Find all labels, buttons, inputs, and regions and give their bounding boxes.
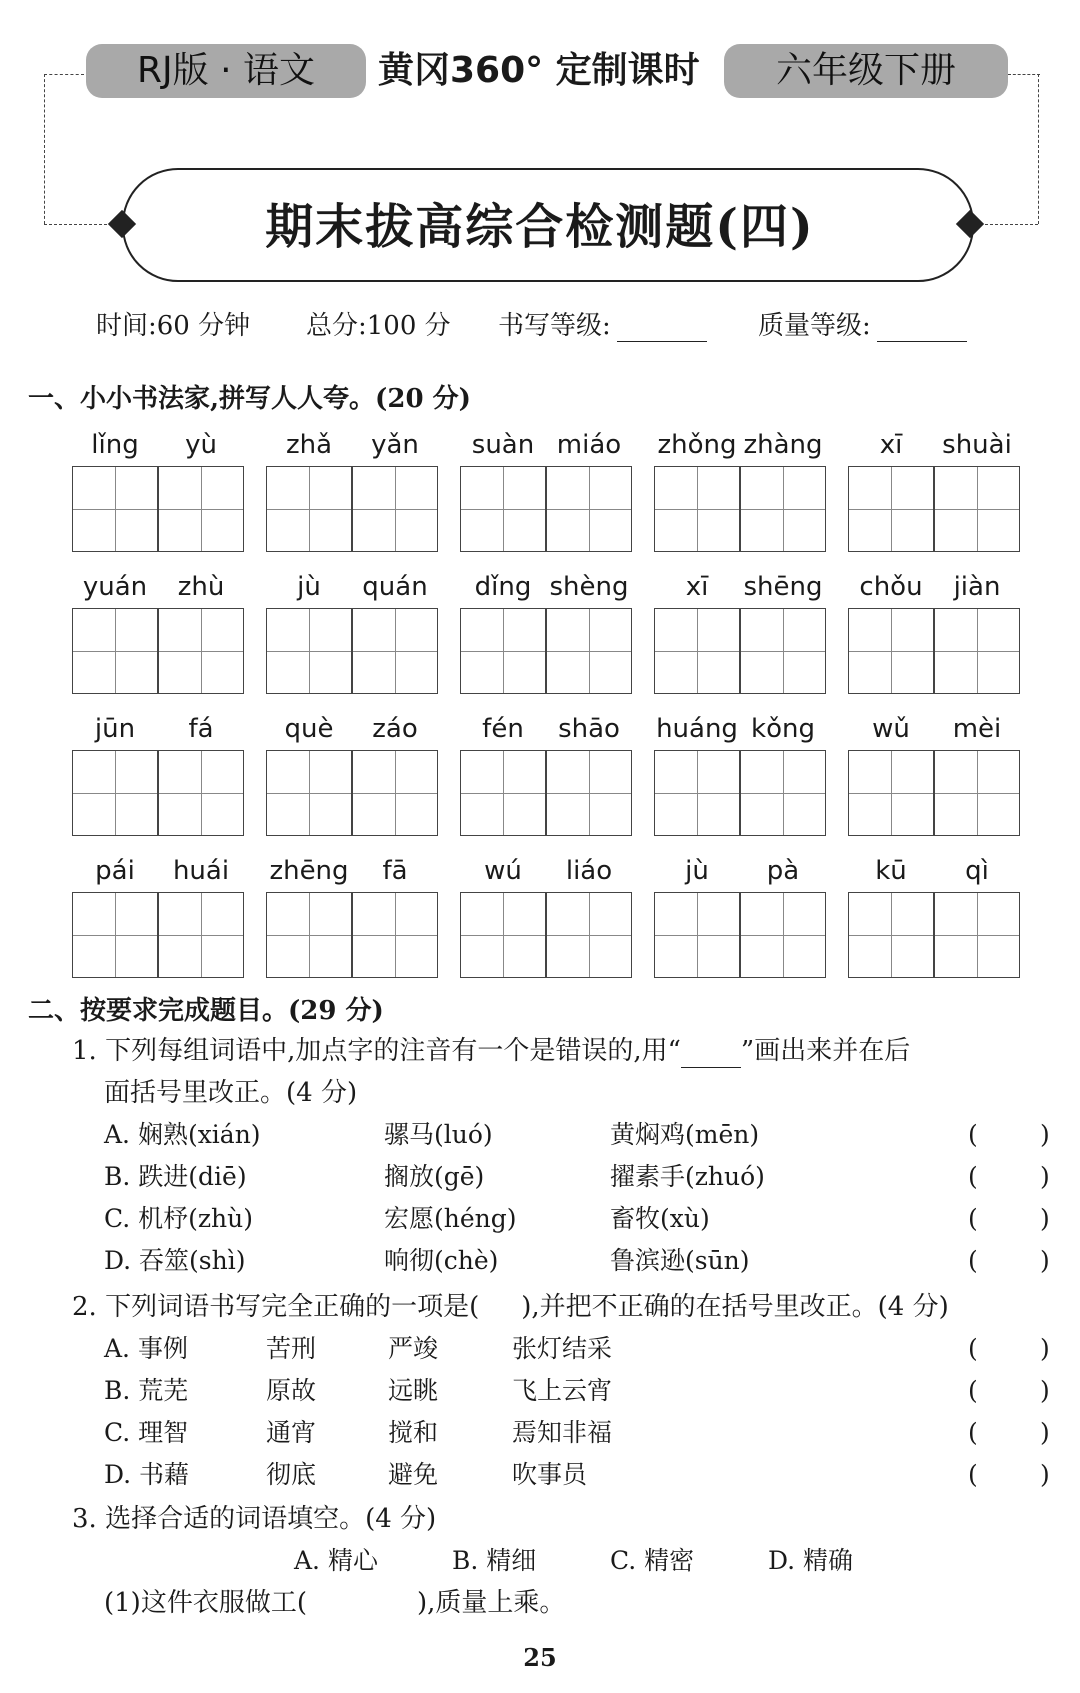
writing-box[interactable] xyxy=(266,750,352,836)
writing-box[interactable] xyxy=(740,466,826,552)
page-title: 期末拔高综合检测题(四) xyxy=(265,199,815,255)
q1-option-word: 鲁滨逊(sūn) xyxy=(610,1246,750,1275)
pinyin-label: yuán xyxy=(82,572,148,602)
pinyin-label: chǒu xyxy=(859,572,923,602)
answer-paren-close: ) xyxy=(1040,1246,1050,1275)
writing-box[interactable] xyxy=(546,608,632,694)
pinyin-label: jiàn xyxy=(953,572,1001,602)
q2-option-word: 焉知非福 xyxy=(512,1418,613,1447)
writing-box[interactable] xyxy=(158,608,244,694)
pinyin-label: jù xyxy=(297,572,321,602)
pinyin-label: mèi xyxy=(952,714,1002,744)
q1-option-word: 擢素手(zhuó) xyxy=(610,1162,765,1191)
q3-choice: D. 精确 xyxy=(768,1546,854,1575)
pinyin-label: suàn xyxy=(471,430,535,460)
q2-option-word: 远眺 xyxy=(388,1376,439,1405)
pinyin-label: kū xyxy=(875,856,907,886)
writing-box[interactable] xyxy=(934,466,1020,552)
series-name: 黄冈360° 定制课时 xyxy=(378,50,700,91)
writing-box[interactable] xyxy=(546,466,632,552)
q2-option-word: 张灯结采 xyxy=(512,1334,613,1363)
writing-box[interactable] xyxy=(460,892,546,978)
pinyin-label: dǐng xyxy=(474,572,532,602)
pinyin-label: fā xyxy=(382,856,408,886)
q1-option-word: 宏愿(héng) xyxy=(384,1204,517,1233)
q1-option-word: 骡马(luó) xyxy=(384,1120,493,1149)
writing-box[interactable] xyxy=(266,466,352,552)
answer-paren-close: ) xyxy=(1040,1460,1050,1489)
pinyin-label: zhǒng xyxy=(657,430,737,460)
writing-box[interactable] xyxy=(352,750,438,836)
pinyin-label: jù xyxy=(685,856,709,886)
pinyin-label: què xyxy=(284,714,334,744)
pinyin-label: liáo xyxy=(565,856,613,886)
pinyin-label: záo xyxy=(372,714,418,744)
answer-paren-open: ( xyxy=(968,1376,978,1405)
answer-paren-open: ( xyxy=(968,1334,978,1363)
writing-box[interactable] xyxy=(72,750,158,836)
q3-choice: B. 精细 xyxy=(452,1546,537,1575)
answer-paren-close: ) xyxy=(1040,1162,1050,1191)
writing-box[interactable] xyxy=(72,466,158,552)
answer-paren-open: ( xyxy=(968,1460,978,1489)
writing-box[interactable] xyxy=(654,608,740,694)
q2-option-word: 吹事员 xyxy=(512,1460,588,1489)
writing-box[interactable] xyxy=(848,750,934,836)
header-dash-left xyxy=(44,74,84,75)
writing-box[interactable] xyxy=(848,892,934,978)
writing-box[interactable] xyxy=(460,608,546,694)
writing-box[interactable] xyxy=(740,892,826,978)
q2-option-word: D. 书藉 xyxy=(104,1460,190,1489)
exam-total: 总分:100 分 xyxy=(306,311,451,341)
pinyin-label: shuài xyxy=(942,430,1012,460)
exam-time: 时间:60 分钟 xyxy=(96,311,251,341)
grade-pill: 六年级下册 xyxy=(724,44,1008,98)
q1-line2: 面括号里改正。(4 分) xyxy=(104,1078,358,1108)
q1-line1: 1. 下列每组词语中,加点字的注音有一个是错误的,用“ ”画出来并在后 xyxy=(72,1036,911,1066)
q1-option-word: B. 跌进(diē) xyxy=(104,1162,247,1191)
writing-box[interactable] xyxy=(654,892,740,978)
q2-option-word: 严竣 xyxy=(388,1334,439,1363)
pinyin-label: huáng xyxy=(656,714,738,744)
q3-choice: A. 精心 xyxy=(294,1546,378,1575)
section2-heading: 二、按要求完成题目。(29 分) xyxy=(28,996,384,1026)
q2-option-word: A. 事例 xyxy=(104,1334,188,1363)
writing-box[interactable] xyxy=(848,608,934,694)
writing-grade: 书写等级: xyxy=(498,305,707,342)
section1-heading: 一、小小书法家,拼写人人夸。(20 分) xyxy=(28,384,471,414)
writing-box[interactable] xyxy=(934,750,1020,836)
answer-paren-open: ( xyxy=(968,1204,978,1233)
pinyin-label: kǒng xyxy=(751,714,815,744)
pinyin-label: quán xyxy=(362,572,428,602)
q2-line1: 2. 下列词语书写完全正确的一项是( ),并把不正确的在括号里改正。(4 分) xyxy=(72,1292,949,1322)
pinyin-label: pà xyxy=(766,856,800,886)
writing-box[interactable] xyxy=(266,892,352,978)
q3-choice: C. 精密 xyxy=(610,1546,695,1575)
pinyin-label: xī xyxy=(685,572,709,602)
writing-box[interactable] xyxy=(740,750,826,836)
pinyin-label: lǐng xyxy=(91,430,139,460)
answer-paren-close: ) xyxy=(1040,1418,1050,1447)
header-dash-right xyxy=(1008,74,1040,75)
writing-box[interactable] xyxy=(654,750,740,836)
q1-option-word: A. 娴熟(xián) xyxy=(104,1120,261,1149)
answer-paren-open: ( xyxy=(968,1418,978,1447)
answer-paren-open: ( xyxy=(968,1162,978,1191)
pinyin-label: fén xyxy=(482,714,524,744)
writing-box[interactable] xyxy=(740,608,826,694)
writing-box[interactable] xyxy=(546,750,632,836)
pinyin-label: huái xyxy=(172,856,230,886)
q2-option-word: C. 理智 xyxy=(104,1418,189,1447)
pinyin-label: miáo xyxy=(556,430,622,460)
q2-option-word: 飞上云宵 xyxy=(512,1376,613,1405)
q3-sub1: (1)这件衣服做工( ),质量上乘。 xyxy=(104,1588,566,1618)
writing-box[interactable] xyxy=(352,608,438,694)
writing-box[interactable] xyxy=(352,892,438,978)
pinyin-label: zhù xyxy=(177,572,225,602)
writing-box[interactable] xyxy=(158,750,244,836)
quality-grade: 质量等级: xyxy=(758,305,967,342)
q2-option-word: B. 荒芜 xyxy=(104,1376,189,1405)
edition-pill: RJ版 · 语文 xyxy=(86,44,366,98)
pinyin-label: zhàng xyxy=(743,430,823,460)
pinyin-label: yǎn xyxy=(371,430,419,460)
pinyin-label: qì xyxy=(965,856,989,886)
q1-option-word: 黄焖鸡(mēn) xyxy=(610,1120,760,1149)
q1-option-word: C. 机杼(zhù) xyxy=(104,1204,254,1233)
answer-paren-close: ) xyxy=(1040,1376,1050,1405)
q2-option-word: 避免 xyxy=(388,1460,439,1489)
answer-paren-close: ) xyxy=(1040,1120,1050,1149)
writing-box[interactable] xyxy=(460,466,546,552)
writing-box[interactable] xyxy=(158,892,244,978)
q2-option-word: 通宵 xyxy=(266,1418,317,1447)
pinyin-label: wú xyxy=(484,856,522,886)
pinyin-label: xī xyxy=(879,430,903,460)
writing-box[interactable] xyxy=(72,608,158,694)
pinyin-label: shèng xyxy=(549,572,629,602)
answer-paren-open: ( xyxy=(968,1246,978,1275)
q2-option-word: 苦刑 xyxy=(266,1334,317,1363)
q1-underline-blank xyxy=(681,1043,741,1068)
pinyin-label: fá xyxy=(188,714,214,744)
writing-box[interactable] xyxy=(934,608,1020,694)
writing-box[interactable] xyxy=(934,892,1020,978)
q1-option-word: 搁放(gē) xyxy=(384,1162,485,1191)
writing-box[interactable] xyxy=(158,466,244,552)
q2-option-word: 原故 xyxy=(266,1376,317,1405)
q1-option-word: D. 吞筮(shì) xyxy=(104,1246,246,1275)
pinyin-label: yù xyxy=(185,430,217,460)
writing-box[interactable] xyxy=(546,892,632,978)
writing-box[interactable] xyxy=(72,892,158,978)
pinyin-label: shēng xyxy=(743,572,823,602)
writing-box[interactable] xyxy=(848,466,934,552)
writing-box[interactable] xyxy=(654,466,740,552)
q1-option-word: 响彻(chè) xyxy=(384,1246,499,1275)
pinyin-label: wǔ xyxy=(872,714,910,744)
writing-box[interactable] xyxy=(460,750,546,836)
q2-option-word: 搅和 xyxy=(388,1418,439,1447)
q1-option-word: 畜牧(xù) xyxy=(610,1204,710,1233)
answer-paren-open: ( xyxy=(968,1120,978,1149)
q2-option-word: 彻底 xyxy=(266,1460,317,1489)
answer-paren-close: ) xyxy=(1040,1204,1050,1233)
answer-paren-close: ) xyxy=(1040,1334,1050,1363)
writing-box[interactable] xyxy=(266,608,352,694)
pinyin-label: shāo xyxy=(558,714,620,744)
pinyin-label: jūn xyxy=(94,714,136,744)
pinyin-label: pái xyxy=(95,856,135,886)
q3-line: 3. 选择合适的词语填空。(4 分) xyxy=(72,1504,437,1534)
pinyin-label: zhēng xyxy=(269,856,349,886)
page-number: 25 xyxy=(523,1643,557,1672)
pinyin-label: zhǎ xyxy=(285,430,333,460)
writing-box[interactable] xyxy=(352,466,438,552)
